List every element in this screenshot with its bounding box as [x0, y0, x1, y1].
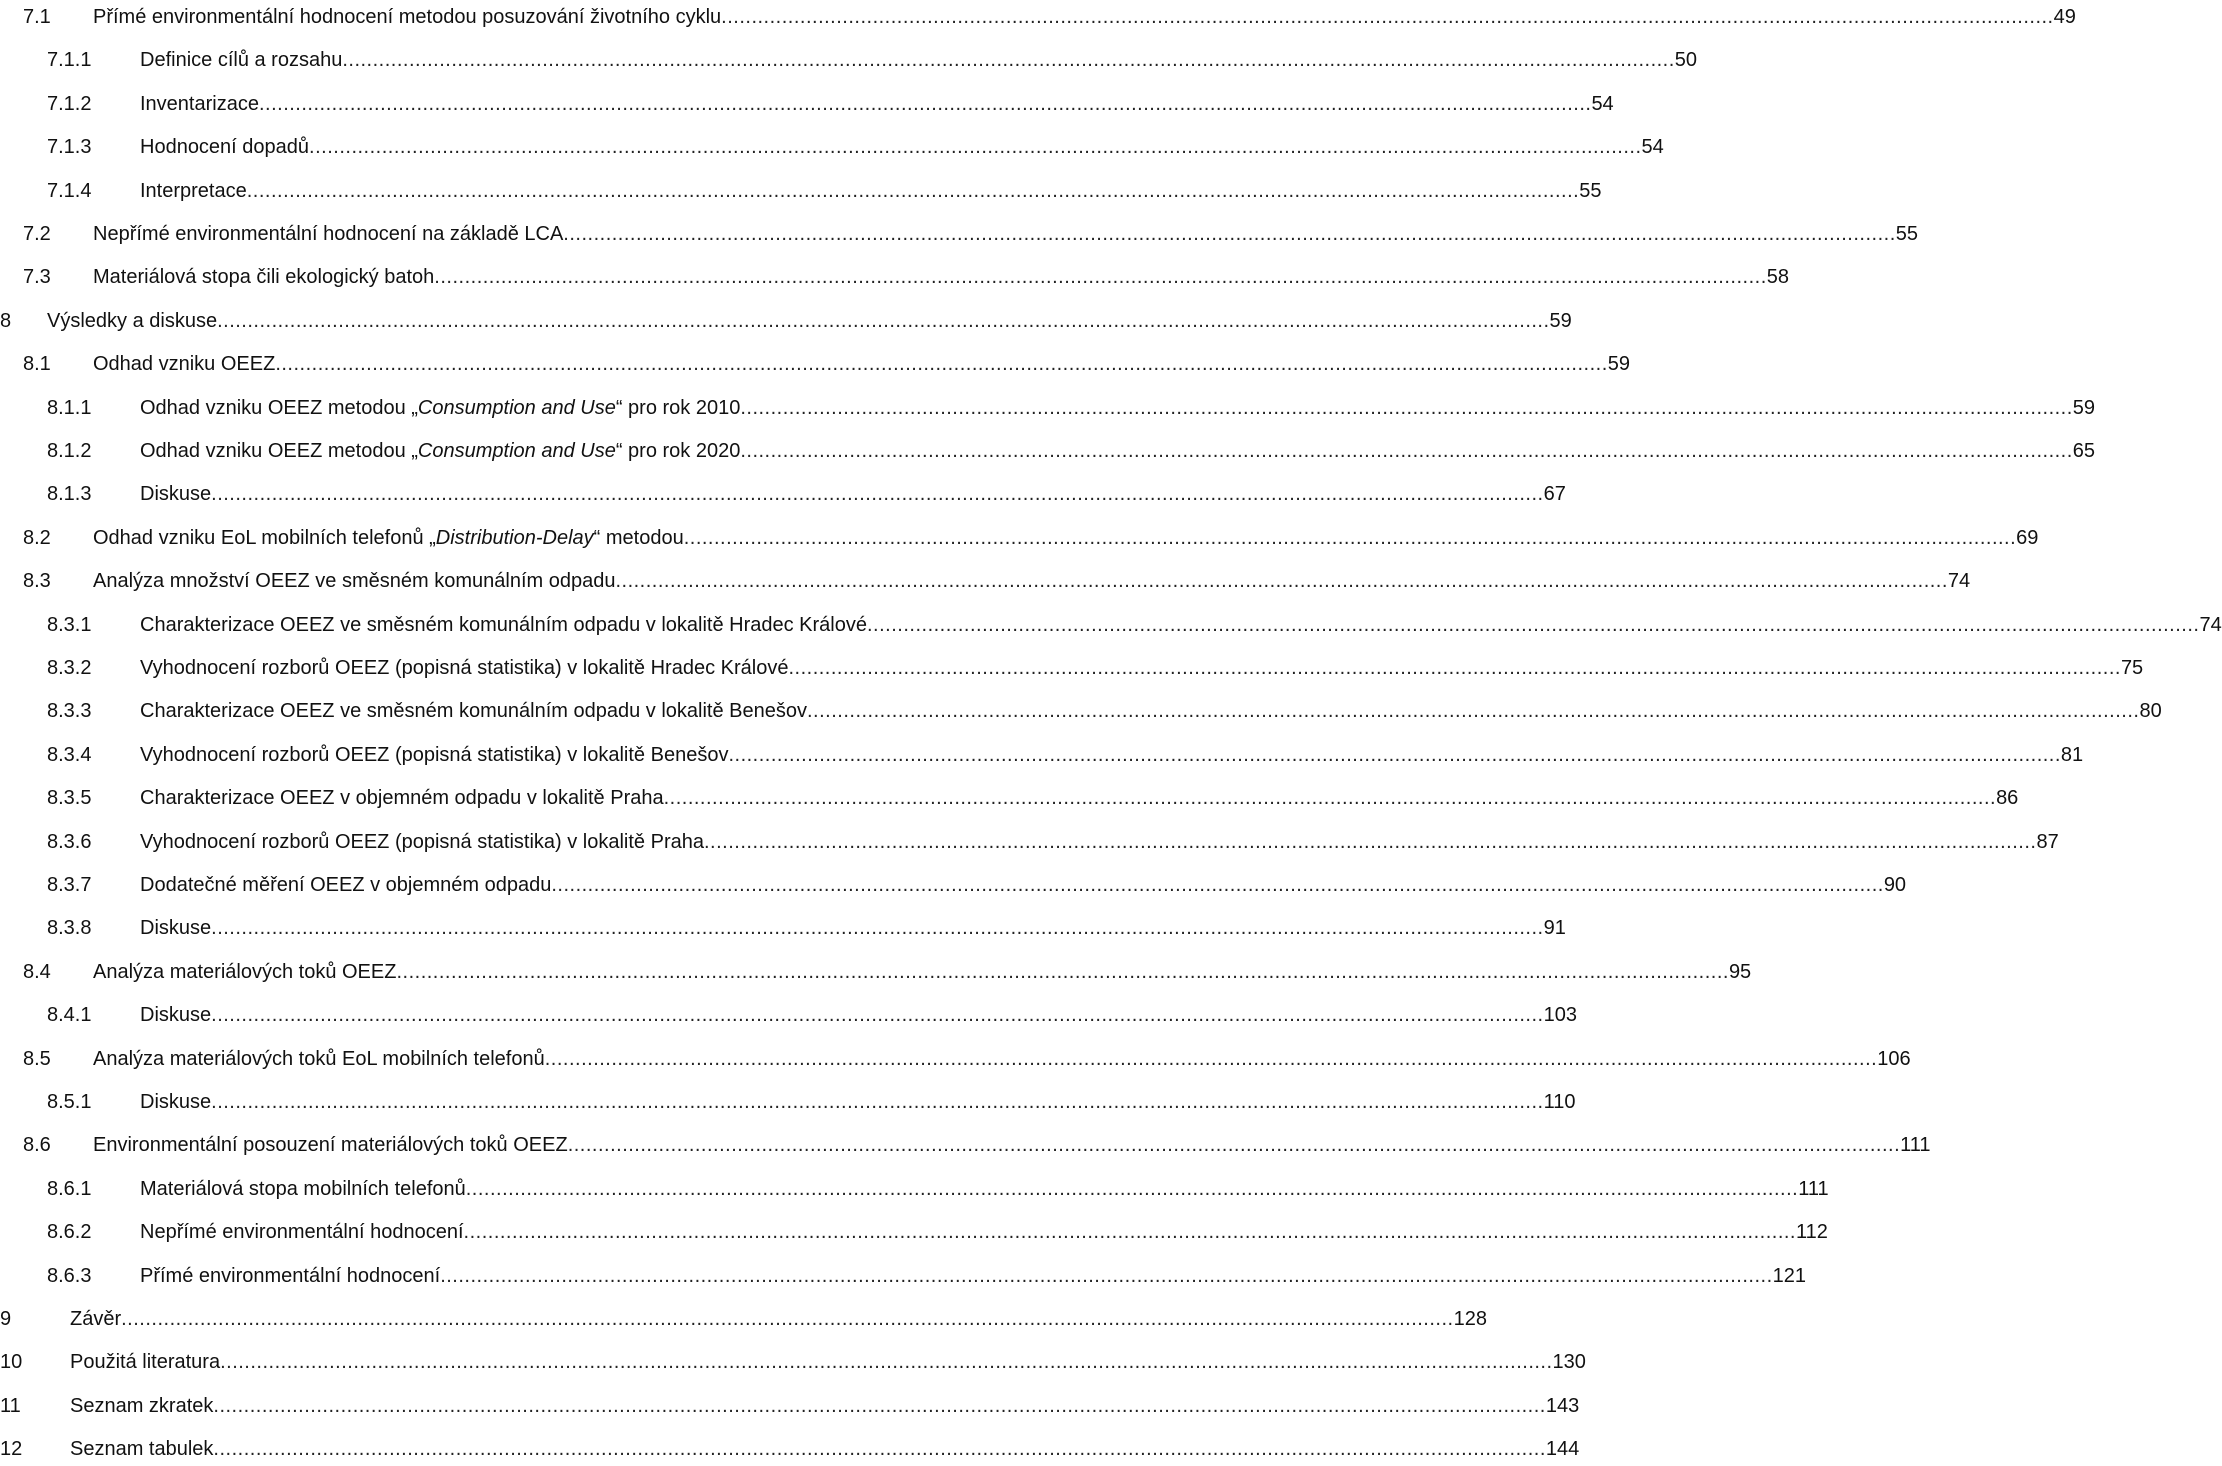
toc-dot-leader: ............................................................................................................................................................................................................................ — [275, 353, 1608, 376]
toc-entry-number: 8.3.7 — [47, 874, 92, 896]
toc-dot-leader: ............................................................................................................................................................................................................................ — [615, 570, 1948, 593]
toc-dot-leader: ............................................................................................................................................................................................................................ — [551, 874, 1884, 896]
toc-entry-title — [93, 564, 615, 598]
toc-entry-title — [140, 911, 211, 945]
toc-entry-title — [140, 174, 247, 208]
toc-entry-page-number: 54 — [1591, 92, 1614, 115]
toc-entry-page-number: 74 — [2199, 613, 2222, 636]
toc-entry-title — [140, 868, 551, 902]
toc-entry-page-number: 95 — [1728, 960, 1752, 983]
toc-entry[interactable] — [0, 1345, 1586, 1379]
toc-entry-page-number: 106 — [1877, 1047, 1911, 1070]
toc-entry-title — [47, 304, 217, 338]
toc-entry-title — [140, 998, 211, 1032]
toc-entry-number: 8.6.3 — [47, 1264, 92, 1287]
toc-dot-leader: ............................................................................................................................................................................................................................ — [211, 1091, 1544, 1113]
toc-dot-leader: ............................................................................................................................................................................................................................ — [211, 1004, 1544, 1027]
toc-entry-title-part: Odhad vzniku EoL mobilních telefonů „ — [93, 526, 436, 549]
toc-entry-number: 8.3 — [23, 570, 51, 593]
toc-entry-number: 7.1.3 — [47, 136, 92, 159]
toc-dot-leader: ............................................................................................................................................................................................................................ — [740, 396, 2073, 419]
toc-entry-title-part: Odhad vzniku OEEZ metodou „ — [140, 396, 418, 419]
toc-entry-title — [70, 1345, 220, 1379]
toc-entry[interactable] — [0, 825, 2059, 859]
toc-entry-number: 8.3.1 — [47, 613, 92, 636]
toc-entry-page-number: 59 — [1549, 309, 1572, 332]
toc-entry[interactable] — [0, 608, 2222, 642]
toc-entry-page-number: 128 — [1453, 1308, 1487, 1330]
toc-entry-title-part: Odhad vzniku OEEZ — [93, 353, 276, 376]
toc-entry-number: 8.5 — [23, 1047, 51, 1070]
toc-entry[interactable] — [0, 1172, 1829, 1206]
toc-entry[interactable] — [0, 781, 2019, 815]
toc-entry[interactable] — [0, 174, 1602, 208]
toc-dot-leader: ............................................................................................................................................................................................................................ — [246, 179, 1580, 202]
toc-entry-number: 8.3.6 — [47, 830, 92, 853]
toc-dot-leader: ............................................................................................................................................................................................................................ — [396, 960, 1729, 983]
toc-entry-page-number: 59 — [1607, 353, 1631, 376]
toc-entry-title-part: Materiálová stopa čili ekologický batoh — [93, 266, 435, 289]
toc-entry[interactable] — [0, 521, 2039, 555]
toc-entry-title — [70, 1432, 213, 1466]
toc-entry[interactable] — [0, 651, 2144, 685]
toc-entry-title-part: Diskuse — [140, 483, 212, 506]
toc-entry[interactable] — [0, 955, 1752, 989]
toc-entry-title — [140, 608, 867, 642]
toc-dot-leader: ............................................................................................................................................................................................................................ — [213, 1438, 1546, 1461]
toc-dot-leader: ............................................................................................................................................................................................................................ — [867, 613, 2200, 636]
toc-entry-page-number: 75 — [2120, 657, 2144, 679]
toc-entry-title — [70, 1389, 213, 1423]
toc-dot-leader: ............................................................................................................................................................................................................................ — [740, 440, 2073, 462]
toc-entry-title-part: Environmentální posouzení materiálových toků OEEZ — [93, 1134, 568, 1157]
toc-entry-number: 8.1 — [23, 353, 51, 376]
toc-entry[interactable] — [0, 1259, 1807, 1293]
toc-entry-page-number: 144 — [1545, 1438, 1580, 1461]
toc-entry-title-part: Analýza materiálových toků OEEZ — [93, 960, 397, 983]
toc-entry-number: 8.1.1 — [47, 396, 92, 419]
toc-entry-page-number: 90 — [1883, 874, 1907, 896]
toc-dot-leader: ............................................................................................................................................................................................................................ — [788, 657, 2121, 679]
toc-entry[interactable] — [0, 217, 1919, 251]
toc-entry-title — [140, 781, 664, 815]
toc-dot-leader: ............................................................................................................................................................................................................................ — [309, 136, 1642, 159]
toc-entry-title-part: “ pro rok 2020 — [615, 440, 741, 462]
toc-entry-page-number: 67 — [1543, 483, 1566, 506]
toc-dot-leader: ............................................................................................................................................................................................................................ — [728, 743, 2061, 766]
toc-dot-leader: ............................................................................................................................................................................................................................ — [121, 1308, 1454, 1330]
toc-dot-leader: ............................................................................................................................................................................................................................ — [211, 917, 1544, 940]
toc-entry-title-part: Vyhodnocení rozborů OEEZ (popisná statistika) v lokalitě Benešov — [140, 743, 729, 766]
toc-entry-title — [93, 1042, 545, 1076]
toc-entry[interactable] — [0, 1302, 1487, 1336]
toc-entry-page-number: 58 — [1766, 266, 1790, 289]
toc-entry-page-number: 55 — [1895, 223, 1919, 245]
toc-entry[interactable] — [0, 347, 1631, 381]
toc-entry[interactable] — [0, 87, 1614, 121]
toc-entry-number: 8.1.3 — [47, 483, 92, 506]
toc-entry-page-number: 54 — [1641, 136, 1664, 159]
toc-dot-leader: ............................................................................................................................................................................................................................ — [220, 1351, 1553, 1374]
toc-entry-title-part: Charakterizace OEEZ ve směsném komunálním odpadu v lokalitě Hradec Králové — [140, 613, 867, 636]
toc-entry-page-number: 143 — [1545, 1394, 1580, 1417]
toc-entry[interactable] — [0, 564, 1971, 598]
toc-entry-page-number: 111 — [1900, 1134, 1931, 1157]
toc-entry[interactable] — [0, 130, 1664, 164]
toc-entry-title — [93, 260, 434, 294]
toc-entry[interactable] — [0, 868, 1907, 902]
toc-entry[interactable] — [0, 738, 2084, 772]
toc-entry-number: 8.4.1 — [47, 1004, 92, 1027]
toc-entry-title-part: Charakterizace OEEZ ve směsném komunálním odpadu v lokalitě Benešov — [140, 700, 807, 723]
toc-entry-title — [140, 1215, 464, 1249]
toc-entry-number: 8.1.2 — [47, 440, 92, 462]
toc-entry-number: 8.3.2 — [47, 657, 92, 679]
toc-entry-title-part: Vyhodnocení rozborů OEEZ (popisná statistika) v lokalitě Hradec Králové — [140, 657, 789, 679]
toc-entry-title-part: Analýza množství OEEZ ve směsném komunálním odpadu — [93, 570, 616, 593]
toc-entry-title — [140, 130, 309, 164]
toc-entry-title-part: Seznam tabulek — [70, 1438, 214, 1461]
toc-entry-page-number: 80 — [2139, 700, 2162, 723]
toc-entry[interactable] — [0, 434, 2096, 468]
toc-dot-leader: ............................................................................................................................................................................................................................ — [342, 49, 1675, 72]
toc-entry-title-part: Nepřímé environmentální hodnocení — [140, 1221, 464, 1244]
toc-entry-title-part: Interpretace — [140, 179, 247, 202]
toc-entry-title — [70, 1302, 121, 1336]
toc-entry[interactable] — [0, 43, 1698, 77]
toc-dot-leader: ............................................................................................................................................................................................................................ — [663, 787, 1997, 810]
toc-entry[interactable] — [0, 391, 2096, 425]
toc-entry-title — [93, 521, 684, 555]
toc-entry-page-number: 112 — [1796, 1221, 1828, 1244]
toc-entry-title-part: Odhad vzniku OEEZ metodou „ — [140, 440, 418, 462]
toc-entry-title-part: Definice cílů a rozsahu — [140, 49, 343, 72]
toc-entry-page-number: 50 — [1674, 49, 1698, 72]
toc-dot-leader: ............................................................................................................................................................................................................................ — [563, 223, 1896, 245]
toc-entry-title — [140, 651, 788, 685]
toc-entry[interactable] — [0, 1128, 1931, 1162]
toc-entry-page-number: 103 — [1543, 1004, 1577, 1027]
toc-entry-page-number: 55 — [1579, 179, 1602, 202]
toc-entry-number: 7.1.2 — [47, 92, 92, 115]
toc-dot-leader: ............................................................................................................................................................................................................................ — [440, 1264, 1773, 1287]
toc-entry-title — [140, 1085, 211, 1119]
toc-entry-number: 8.6.1 — [47, 1177, 92, 1200]
toc-dot-leader: ............................................................................................................................................................................................................................ — [463, 1221, 1796, 1244]
toc-entry-page-number: 49 — [2053, 6, 2076, 28]
toc-dot-leader: ............................................................................................................................................................................................................................ — [258, 92, 1592, 115]
toc-entry[interactable] — [0, 304, 1572, 338]
toc-entry-title — [140, 477, 211, 511]
toc-entry-page-number: 87 — [2036, 830, 2059, 853]
toc-entry-number: 10 — [0, 1351, 23, 1374]
toc-entry-title-part: Přímé environmentální hodnocení — [140, 1264, 441, 1287]
toc-entry-title — [140, 738, 728, 772]
toc-entry-page-number: 130 — [1552, 1351, 1586, 1374]
toc-entry[interactable] — [0, 1042, 1911, 1076]
toc-entry-page-number: 69 — [2016, 526, 2039, 549]
toc-entry-page-number: 86 — [1996, 787, 2019, 810]
toc-entry-number: 12 — [0, 1438, 23, 1461]
toc-dot-leader: ............................................................................................................................................................................................................................ — [683, 526, 2017, 549]
toc-entry-number: 9 — [0, 1308, 12, 1330]
toc-entry-number: 8.6 — [23, 1134, 51, 1157]
toc-entry[interactable] — [0, 260, 1790, 294]
toc-entry-title — [140, 434, 740, 468]
toc-entry[interactable] — [0, 998, 1577, 1032]
toc-entry-title-part: Závěr — [70, 1308, 122, 1330]
toc-entry[interactable] — [0, 1085, 1576, 1119]
toc-entry-page-number: 81 — [2060, 743, 2084, 766]
toc-entry-number: 8.6.2 — [47, 1221, 92, 1244]
toc-entry-title-italic-part: Consumption and Use — [417, 396, 616, 419]
toc-entry-number: 7.1.1 — [47, 49, 92, 72]
toc-entry[interactable] — [0, 477, 1566, 511]
toc-entry-number: 11 — [0, 1394, 21, 1417]
toc-dot-leader: ............................................................................................................................................................................................................................ — [434, 266, 1767, 289]
toc-entry-page-number: 110 — [1543, 1091, 1576, 1113]
toc-entry-title-part: Přímé environmentální hodnocení metodou posuzování životního cyklu — [93, 6, 722, 28]
toc-dot-leader: ............................................................................................................................................................................................................................ — [211, 483, 1544, 506]
toc-entry-title — [140, 43, 342, 77]
toc-entry-title — [140, 694, 807, 728]
toc-entry[interactable] — [0, 694, 2162, 728]
toc-entry-number: 8.3.8 — [47, 917, 92, 940]
toc-entry-number: 7.2 — [23, 223, 51, 245]
toc-entry-title-part: “ pro rok 2010 — [615, 396, 741, 419]
toc-entry-title — [140, 1172, 466, 1206]
toc-entry-title — [140, 825, 704, 859]
toc-dot-leader: ............................................................................................................................................................................................................................ — [703, 830, 2037, 853]
toc-entry-title-part: Výsledky a diskuse — [47, 309, 218, 332]
toc-entry-number: 8.4 — [23, 960, 51, 983]
toc-entry-title-italic-part: Distribution-Delay — [435, 526, 594, 549]
toc-entry-page-number: 59 — [2072, 396, 2096, 419]
toc-entry-title-part: Analýza materiálových toků EoL mobilních telefonů — [93, 1047, 545, 1070]
toc-dot-leader: ............................................................................................................................................................................................................................ — [721, 6, 2054, 28]
toc-entry-number: 8.3.4 — [47, 743, 92, 766]
toc-entry-number: 8.3.3 — [47, 700, 92, 723]
toc-entry-number: 8.2 — [23, 526, 51, 549]
toc-entry-number: 7.3 — [23, 266, 51, 289]
toc-entry-page-number: 65 — [2072, 440, 2096, 462]
toc-entry-title-part: Použitá literatura — [70, 1351, 221, 1374]
toc-entry[interactable] — [0, 0, 2076, 34]
toc-entry-number: 8.3.5 — [47, 787, 92, 810]
toc-entry-title-part: Seznam zkratek — [70, 1394, 214, 1417]
toc-entry-title — [93, 955, 396, 989]
toc-entry-title-part: Dodatečné měření OEEZ v objemném odpadu — [140, 874, 552, 896]
toc-entry[interactable] — [0, 1215, 1828, 1249]
toc-entry-number: 8.5.1 — [47, 1091, 92, 1113]
toc-entry-number: 7.1.4 — [47, 179, 92, 202]
toc-entry-title-part: Charakterizace OEEZ v objemném odpadu v lokalitě Praha — [140, 787, 664, 810]
toc-dot-leader: ............................................................................................................................................................................................................................ — [567, 1134, 1901, 1157]
toc-entry-page-number: 74 — [1947, 570, 1971, 593]
toc-entry-number: 8 — [0, 309, 12, 332]
toc-entry[interactable] — [0, 1389, 1580, 1423]
toc-entry-title — [93, 0, 721, 34]
toc-entry-title-part: Nepřímé environmentální hodnocení na základě LCA — [93, 223, 564, 245]
toc-entry-title-part: Inventarizace — [140, 92, 259, 115]
toc-entry-title — [93, 217, 563, 251]
toc-dot-leader: ............................................................................................................................................................................................................................ — [213, 1394, 1546, 1417]
toc-entry-number: 7.1 — [23, 6, 51, 28]
toc-entry-title — [93, 1128, 568, 1162]
toc-entry-title-part: “ metodou — [593, 526, 684, 549]
toc-entry-title-part: Materiálová stopa mobilních telefonů — [140, 1177, 466, 1200]
toc-dot-leader: ............................................................................................................................................................................................................................ — [806, 700, 2140, 723]
toc-entry-title — [140, 1259, 440, 1293]
toc-entry-title-part: Vyhodnocení rozborů OEEZ (popisná statistika) v lokalitě Praha — [140, 830, 704, 853]
toc-dot-leader: ............................................................................................................................................................................................................................ — [544, 1047, 1878, 1070]
toc-entry[interactable] — [0, 911, 1566, 945]
toc-dot-leader: ............................................................................................................................................................................................................................ — [465, 1177, 1799, 1200]
toc-entry-title-part: Diskuse — [140, 1091, 212, 1113]
toc-entry-page-number: 121 — [1772, 1264, 1807, 1287]
toc-entry-title — [93, 347, 275, 381]
toc-entry-title-part: Diskuse — [140, 917, 212, 940]
toc-entry-title — [140, 391, 740, 425]
toc-entry-title-italic-part: Consumption and Use — [417, 440, 616, 462]
toc-entry-page-number: 111 — [1798, 1177, 1829, 1200]
toc-entry-title — [140, 87, 259, 121]
toc-entry[interactable] — [0, 1432, 1580, 1466]
toc-entry-title-part: Diskuse — [140, 1004, 212, 1027]
toc-dot-leader: ............................................................................................................................................................................................................................ — [217, 309, 1550, 332]
toc-entry-page-number: 91 — [1543, 917, 1566, 940]
toc-entry-title-part: Hodnocení dopadů — [140, 136, 310, 159]
